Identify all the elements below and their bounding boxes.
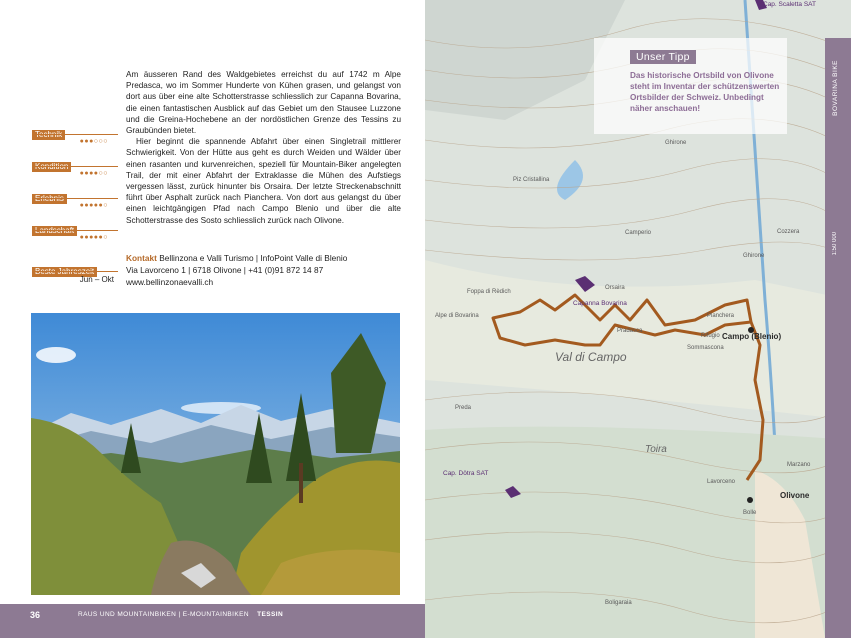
map-label-foppa: Foppa di Rèdich (467, 289, 511, 295)
side-route-name: BOVARINA BIKE (832, 60, 839, 116)
paragraph-2: Hier beginnt die spannende Abfahrt über einen Singletrail mittlerer Schwierigkeit. Von der Hütte aus geht es durch Weiden und Wälder über einen rasanten und kurvenreichen, speziell für Mountain-Biker angelegten Trail, der mit einer Abfahrt der Extraklasse die Mühen des Aufstiegs vergessen lässt, zurück hinunter bis Orsaira. Der letzte Streckenabschnitt führt über Asphalt zurück nach Pianchera. Von dort aus gelangst du über einen leichtgängigen Pfad nach Campo Blenio und über die alte Schotterstrasse des Sosto schliesslich zurück nach Olivone. (126, 137, 401, 225)
footer-section (78, 611, 283, 618)
map-scale: 1:50 000 (832, 232, 838, 256)
map-hut-scaletta: Cap. Scaletta SAT (763, 1, 816, 8)
map-label-orsaira: Orsaira (605, 285, 625, 291)
page-number: 36 (30, 610, 41, 620)
map-label-lavorceno: Lavorceno (707, 479, 736, 485)
map-label-alpe-bovarina: Alpe di Bovarina (435, 313, 479, 319)
contact-label: Kontakt (126, 253, 157, 263)
map-label-camperio: Camperio (625, 230, 652, 236)
rating-technik (32, 124, 118, 148)
rating-rule (32, 166, 118, 167)
paragraph-1: Am äusseren Rand des Waldgebietes erreichst du auf 1742 m Alpe Predasca, wo im Sommer Hunderte von Kühen grasen, und gelangst von dort aus über eine alte Schotterstrasse schliesslich zur Capanna Bovarina, die einen fantastischen Ausblick auf das Gebiet um den Stausee Luzzone und die Greina-Hochebene an der nordöstlichen Grenze des Tessins zu Graubünden bietet. (126, 70, 401, 136)
map-label-rifugio: Rifugio (701, 333, 720, 339)
map-label-cristallina: Piz Cristallina (513, 177, 550, 183)
map-label-preda: Preda (455, 405, 472, 411)
rating-erlebnis (32, 188, 118, 212)
best-season (32, 261, 118, 284)
rating-label (32, 162, 71, 172)
season-rule (32, 271, 118, 272)
map-hut-dotra: Cap. Dötra SAT (443, 470, 489, 477)
landscape-photo-illustration (31, 313, 400, 595)
map-label-boligaraia: Boligaraia (605, 600, 632, 606)
contact-block (126, 252, 406, 288)
contact-line-1: Bellinzona e Valli Turismo | InfoPoint Valle di Blenio (159, 253, 348, 263)
map-hut-bovarina: Capanna Bovarina (573, 300, 627, 307)
ratings-panel (32, 124, 118, 252)
rating-dots: ●●●○○○ (79, 138, 108, 145)
map-label-bolle: Bolle (743, 510, 757, 516)
rating-dots: ●●●●●○ (79, 202, 108, 209)
description-text (126, 69, 401, 226)
footer-region: TESSIN (257, 611, 284, 618)
season-value: Jun – Okt (79, 275, 114, 284)
contact-line-2: Via Lavorceno 1 | 6718 Olivone | +41 (0)91 872 14 87 (126, 265, 324, 275)
map-label-sommascona: Sommascona (687, 345, 724, 351)
left-page (0, 0, 425, 638)
footer-section-text: RAUS UND MOUNTAINBIKEN | E-MOUNTAINBIKEN (78, 611, 249, 618)
map-label-ghirone-north: Ghirone (665, 140, 687, 146)
tip-title: Unser Tipp (630, 50, 696, 64)
map-place-olivone: Olivone (780, 491, 810, 500)
tip-text: Das historische Ortsbild von Olivone steht im Inventar der schützenswerten Ortsbilder der Schweiz. Unbedingt näher anschauen! (630, 71, 780, 113)
map-label-val-di-campo: Val di Campo (555, 350, 627, 364)
map-label-pradasca: Pradasca (617, 328, 643, 334)
rating-dots: ●●●●○○ (79, 170, 108, 177)
landscape-photo (31, 313, 400, 595)
rating-rule (32, 198, 118, 199)
map-label-marzano: Marzano (787, 462, 811, 468)
rating-landschaft (32, 220, 118, 244)
map-label-ghirone: Ghirone (743, 253, 765, 259)
map-place-campo: Campo (Blenio) (722, 332, 782, 341)
rating-kondition (32, 156, 118, 180)
rating-rule (32, 134, 118, 135)
rating-label (32, 130, 65, 140)
map-label-pianchera: Pianchera (707, 313, 735, 319)
rating-label (32, 226, 77, 236)
rating-dots: ●●●●●○ (79, 234, 108, 241)
side-strip (825, 38, 851, 638)
map-label-cozzera: Cozzera (777, 229, 800, 235)
rating-label (32, 194, 67, 204)
contact-website-link[interactable]: www.bellinzonaevalli.ch (126, 277, 214, 287)
footer-bar (0, 604, 425, 638)
rating-rule (32, 230, 118, 231)
map-label-toira: Toira (645, 444, 667, 455)
